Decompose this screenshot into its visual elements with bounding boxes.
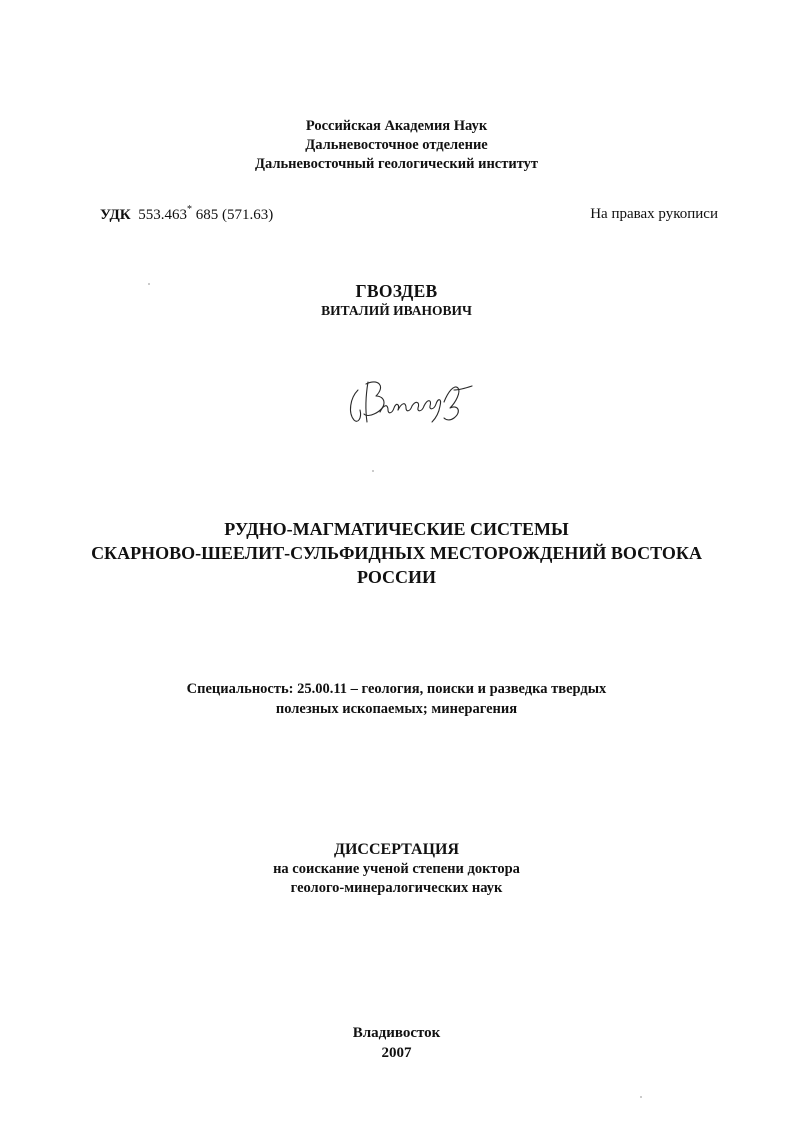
author-surname: ГВОЗДЕВ bbox=[355, 281, 438, 301]
specialty-block bbox=[0, 679, 793, 719]
scan-speck bbox=[148, 283, 150, 285]
scan-speck bbox=[640, 1096, 642, 1098]
title-line-2: СКАРНОВО-ШЕЕЛИТ-СУЛЬФИДНЫХ МЕСТОРОЖДЕНИЙ ВОСТОКА bbox=[91, 543, 702, 563]
scan-speck bbox=[372, 470, 374, 472]
specialty-line-2: полезных ископаемых; минерагения bbox=[275, 701, 518, 717]
dissertation-heading: ДИССЕРТАЦИЯ bbox=[333, 841, 460, 858]
title-line-1: РУДНО-МАГМАТИЧЕСКИЕ СИСТЕМЫ bbox=[224, 519, 569, 539]
degree-line-1: на соискание ученой степени доктора bbox=[273, 861, 520, 877]
degree-block bbox=[0, 860, 793, 898]
rights-note: На правах рукописи bbox=[590, 206, 718, 222]
specialty-line-1: Специальность: 25.00.11 – геология, поиски и разведка твердых bbox=[186, 681, 607, 697]
handwritten-signature bbox=[340, 368, 490, 438]
title-line-3: РОССИИ bbox=[356, 567, 437, 587]
city: Владивосток bbox=[352, 1025, 441, 1041]
udc-code bbox=[100, 205, 273, 224]
institution-header bbox=[0, 117, 793, 174]
udc-superscript: * bbox=[186, 204, 192, 215]
institution-line-academy: Российская Академия Наук bbox=[305, 118, 488, 134]
udc-code-part1: 553.463 bbox=[138, 207, 187, 223]
udc-code-part2: 685 (571.63) bbox=[195, 207, 274, 223]
author-given-names: ВИТАЛИЙ ИВАНОВИЧ bbox=[321, 303, 472, 318]
dissertation-title bbox=[0, 517, 793, 589]
institution-line-institute: Дальневосточный геологический институт bbox=[254, 156, 539, 172]
place-and-year bbox=[0, 1023, 793, 1063]
udc-prefix: УДК bbox=[100, 207, 131, 223]
degree-line-2: геолого-минералогических наук bbox=[290, 880, 503, 896]
year: 2007 bbox=[381, 1045, 412, 1061]
institution-line-branch: Дальневосточное отделение bbox=[305, 137, 488, 153]
